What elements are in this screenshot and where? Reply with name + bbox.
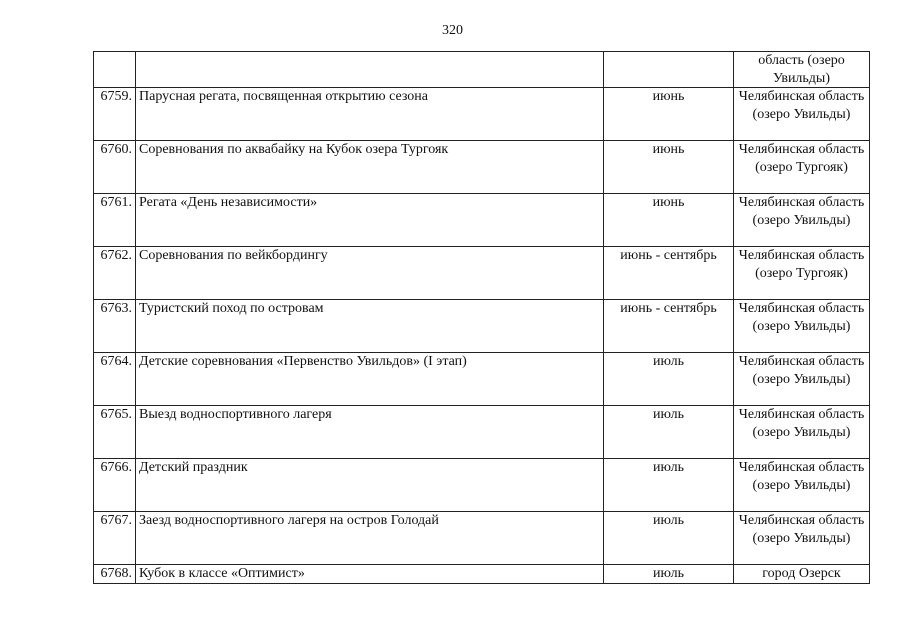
row-number: 6759. — [94, 88, 136, 141]
table-row — [94, 52, 870, 88]
event-date: июль — [604, 406, 734, 459]
row-number: 6768. — [94, 565, 136, 584]
event-place: Челябинская область (озеро Увильды) — [734, 300, 870, 353]
event-place: Челябинская область (озеро Увильды) — [734, 459, 870, 512]
event-name: Соревнования по вейкбордингу — [136, 247, 604, 300]
page-number: 320 — [442, 23, 463, 38]
event-date: июнь - сентябрь — [604, 247, 734, 300]
event-place: Челябинская область (озеро Увильды) — [734, 406, 870, 459]
event-date — [604, 52, 734, 88]
event-name: Кубок в классе «Оптимист» — [136, 565, 604, 584]
row-number — [94, 52, 136, 88]
row-number: 6763. — [94, 300, 136, 353]
event-date: июль — [604, 565, 734, 584]
event-date: июнь - сентябрь — [604, 300, 734, 353]
table-row — [94, 512, 870, 565]
event-place: область (озеро Увильды) — [734, 52, 870, 88]
event-date: июль — [604, 353, 734, 406]
event-place: Челябинская область (озеро Увильды) — [734, 353, 870, 406]
row-number: 6766. — [94, 459, 136, 512]
event-name: Регата «День независимости» — [136, 194, 604, 247]
table-row — [94, 88, 870, 141]
table-row — [94, 247, 870, 300]
events-table — [93, 51, 870, 584]
table-row — [94, 406, 870, 459]
event-name: Парусная регата, посвященная открытию сезона — [136, 88, 604, 141]
event-name: Соревнования по аквабайку на Кубок озера Тургояк — [136, 141, 604, 194]
event-date: июль — [604, 512, 734, 565]
event-place: Челябинская область (озеро Увильды) — [734, 512, 870, 565]
event-name: Детский праздник — [136, 459, 604, 512]
event-name: Туристский поход по островам — [136, 300, 604, 353]
event-place: Челябинская область (озеро Увильды) — [734, 194, 870, 247]
row-number: 6764. — [94, 353, 136, 406]
event-place: Челябинская область (озеро Тургояк) — [734, 247, 870, 300]
table-row — [94, 141, 870, 194]
event-date: июнь — [604, 88, 734, 141]
event-place: Челябинская область (озеро Увильды) — [734, 88, 870, 141]
table-row — [94, 194, 870, 247]
event-name: Детские соревнования «Первенство Увильдов» (I этап) — [136, 353, 604, 406]
event-date: июнь — [604, 194, 734, 247]
event-name: Выезд водноспортивного лагеря — [136, 406, 604, 459]
table-row — [94, 565, 870, 584]
event-name: Заезд водноспортивного лагеря на остров Голодай — [136, 512, 604, 565]
row-number: 6767. — [94, 512, 136, 565]
event-date: июнь — [604, 141, 734, 194]
event-place: город Озерск — [734, 565, 870, 584]
row-number: 6765. — [94, 406, 136, 459]
event-date: июль — [604, 459, 734, 512]
table-row — [94, 353, 870, 406]
event-name — [136, 52, 604, 88]
row-number: 6760. — [94, 141, 136, 194]
row-number: 6762. — [94, 247, 136, 300]
table-row — [94, 459, 870, 512]
row-number: 6761. — [94, 194, 136, 247]
table-row — [94, 300, 870, 353]
event-place: Челябинская область (озеро Тургояк) — [734, 141, 870, 194]
